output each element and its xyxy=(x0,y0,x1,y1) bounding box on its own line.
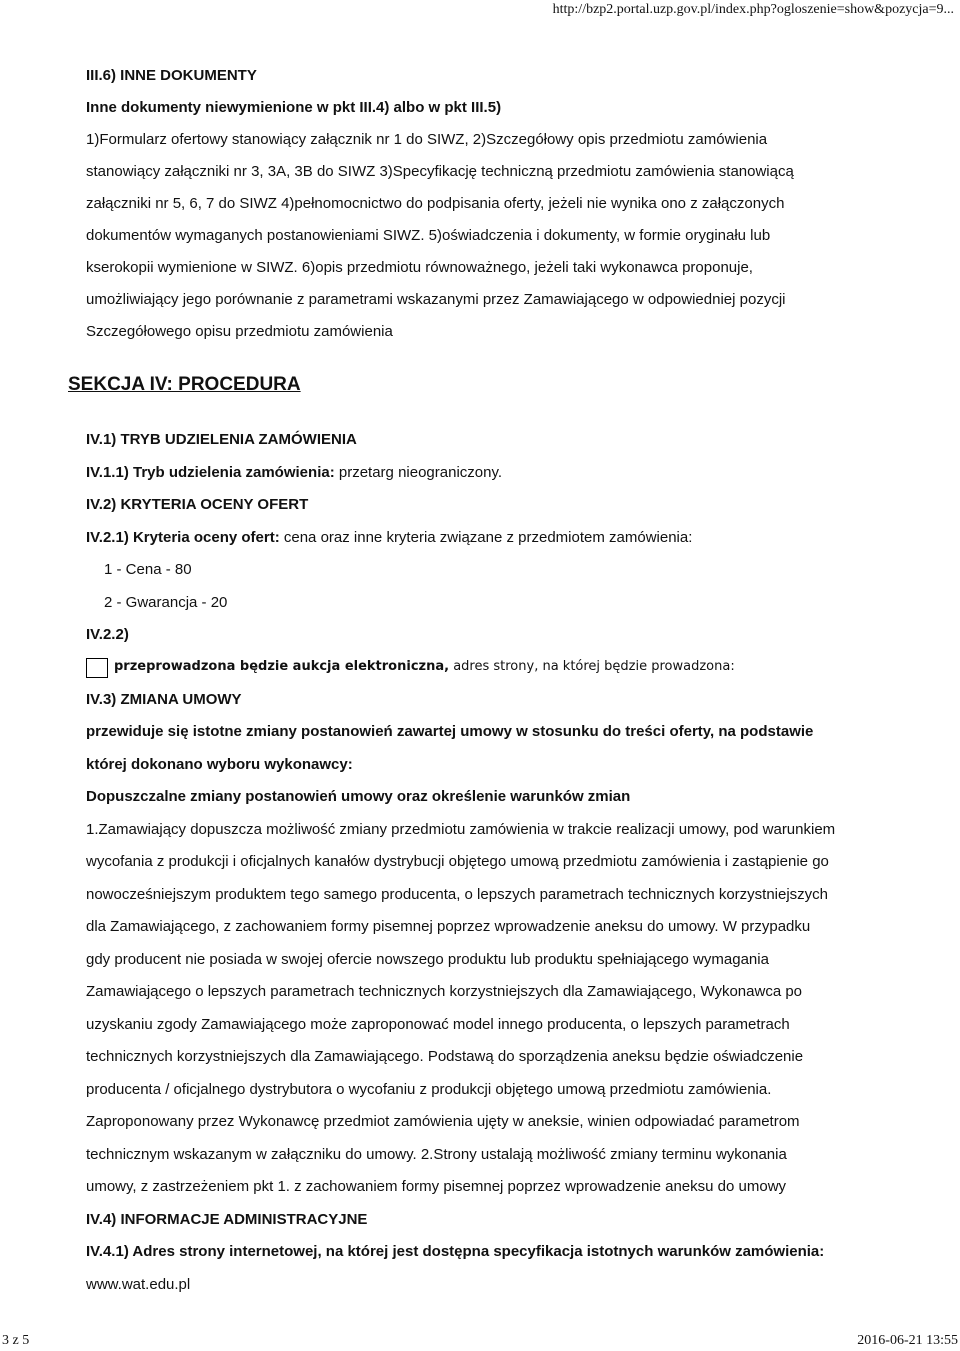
text-line: umożliwiający jego porównanie z parametrami wskazanymi przez Zamawiającego w odpowiedniej pozycji xyxy=(86,291,786,308)
text-line: technicznych korzystniejszych dla Zamawiającego. Podstawą do sporządzenia aneksu będzie oświadczenie xyxy=(86,1048,804,1065)
text-line: 1)Formularz ofertowy stanowiący załącznik nr 1 do SIWZ, 2)Szczegółowy opis przedmiotu zamówienia xyxy=(86,131,768,148)
aukcja-row xyxy=(86,652,906,684)
heading-iv1: IV.1) TRYB UDZIELENIA ZAMÓWIENIA xyxy=(86,431,357,448)
iv21-row xyxy=(86,522,906,555)
criterion-item: 1 - Cena - 80 xyxy=(104,561,192,578)
heading-iv4: IV.4) INFORMACJE ADMINISTRACYJNE xyxy=(86,1210,368,1228)
text-line: umowy, z zastrzeżeniem pkt 1. z zachowaniem formy pisemnej poprzez wprowadzenie aneksu do umowy xyxy=(86,1178,787,1195)
page-number: 3 z 5 xyxy=(2,1333,30,1348)
text-line: Szczegółowego opisu przedmiotu zamówienia xyxy=(86,323,393,340)
text-line: Zaproponowany przez Wykonawcę przedmiot zamówienia ujęty w aneksie, winien odpowiadać parametrom xyxy=(86,1113,800,1130)
criterion-item: 2 - Gwarancja - 20 xyxy=(104,593,228,611)
text-line: wycofania z produkcji i oficjalnych kanałów dystrybucji objętego umową przedmiotu zamówienia i zastąpienie go xyxy=(86,853,829,870)
text-line: gdy producent nie posiada w swojej ofercie nowszego produktu lub produktu spełniającego wymagania xyxy=(86,950,769,968)
heading-iii6: III.6) INNE DOKUMENTY xyxy=(86,67,257,84)
text-line: kserokopii wymienione w SIWZ. 6)opis przedmiotu równoważnego, jeżeli taki wykonawca proponuje, xyxy=(86,259,753,276)
header-url: http://bzp2.portal.uzp.gov.pl/index.php?ogloszenie=show&pozycja=9... xyxy=(552,2,954,17)
aukcja-label-bold: przeprowadzona będzie aukcja elektroniczna, xyxy=(114,659,450,675)
text-line: technicznym wskazanym w załączniku do umowy. 2.Strony ustalają możliwość zmiany terminu wykonania xyxy=(86,1145,787,1163)
iv11-value: przetarg nieograniczony. xyxy=(334,463,503,481)
heading-iv41: IV.4.1) Adres strony internetowej, na której jest dostępna specyfikacja istotnych warunków zamówienia: xyxy=(86,1243,825,1260)
section-iii6 xyxy=(86,60,886,348)
heading-iv2: IV.2) KRYTERIA OCENY OFERT xyxy=(86,496,309,513)
iv21-value: cena oraz inne kryteria związane z przedmiotem zamówienia: xyxy=(279,528,693,546)
heading-iv3: IV.3) ZMIANA UMOWY xyxy=(86,690,242,708)
print-datetime: 2016-06-21 13:55 xyxy=(857,1333,958,1348)
aukcja-label xyxy=(114,651,735,684)
iv3-bold-line: której dokonano wyboru wykonawcy: xyxy=(86,755,353,773)
iv3-bold-line: przewiduje się istotne zmiany postanowień zawartej umowy w stosunku do treści oferty, na podstawie xyxy=(86,723,814,740)
heading-iv22: IV.2.2) xyxy=(86,626,129,643)
text-line: 1.Zamawiający dopuszcza możliwość zmiany przedmiotu zamówienia w trakcie realizacji umowy, pod warunkiem xyxy=(86,820,836,838)
aukcja-label-rest: adres strony, na której będzie prowadzona: xyxy=(449,659,735,675)
text-line: dokumentów wymaganych postanowieniami SIWZ. 5)oświadczenia i dokumenty, w formie oryginału lub xyxy=(86,227,771,244)
text-line: załączniki nr 5, 6, 7 do SIWZ 4)pełnomocnictwo do podpisania oferty, jeżeli nie wynika ono z załączonych xyxy=(86,195,785,212)
website-link[interactable]: www.wat.edu.pl xyxy=(86,1275,191,1293)
subheading-iii6: Inne dokumenty niewymienione w pkt III.4) albo w pkt III.5) xyxy=(86,99,502,116)
section-iv xyxy=(86,424,906,1301)
iv3-subheading: Dopuszczalne zmiany postanowień umowy oraz określenie warunków zmian xyxy=(86,788,631,805)
text-line: dla Zamawiającego, z zachowaniem formy pisemnej poprzez wprowadzenie aneksu do umowy. W przypadku xyxy=(86,918,811,935)
section-title: SEKCJA IV: PROCEDURA xyxy=(68,374,301,395)
text-line: nowocześniejszym produktem tego samego producenta, o lepszych parametrach technicznych korzystniejszych xyxy=(86,885,829,903)
text-line: uzyskaniu zgody Zamawiającego może zaproponować model innego producenta, o lepszych parametrach xyxy=(86,1015,790,1033)
text-line: stanowiący załączniki nr 3, 3A, 3B do SIWZ 3)Specyfikację techniczną przedmiotu zamówienia stanowiącą xyxy=(86,163,794,180)
iv11-row xyxy=(86,457,906,490)
iv11-label: IV.1.1) Tryb udzielenia zamówienia: xyxy=(86,463,335,481)
iv21-label: IV.2.1) Kryteria oceny ofert: xyxy=(86,528,280,546)
aukcja-checkbox[interactable] xyxy=(86,658,108,678)
text-line: producenta / oficjalnego dystrybutora o wycofaniu z produkcji objętego umową przedmiotu zamówienia. xyxy=(86,1080,772,1098)
text-line: Zamawiającego o lepszych parametrach technicznych korzystniejszych dla Zamawiającego, Wykonawca po xyxy=(86,983,803,1000)
